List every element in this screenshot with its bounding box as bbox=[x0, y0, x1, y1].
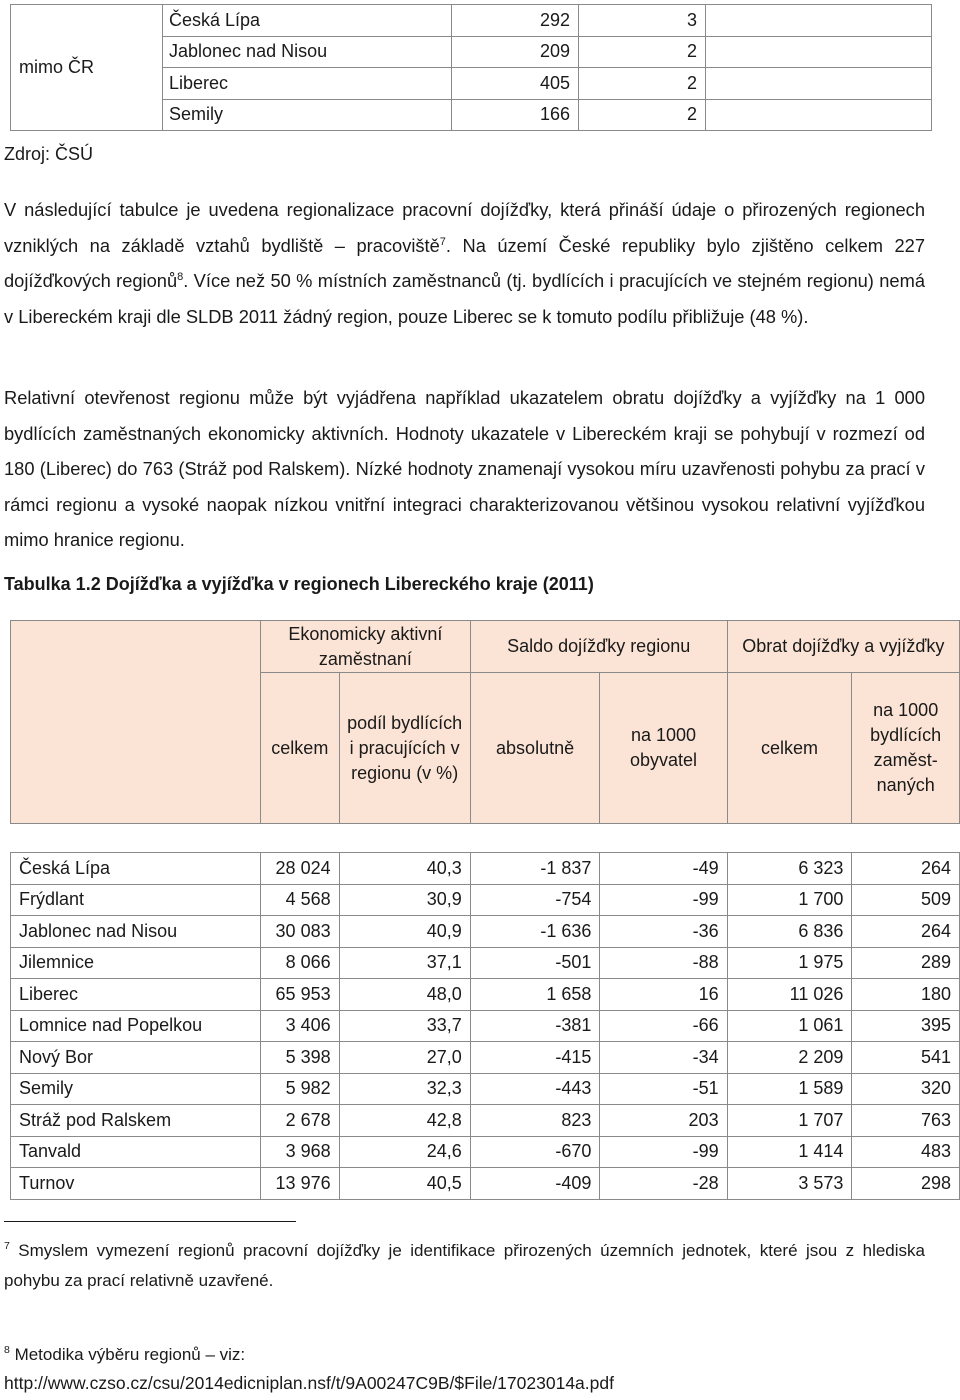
top-table-cell-name: Jablonec nad Nisou bbox=[163, 36, 452, 68]
value-cell-c1: 8 066 bbox=[261, 947, 340, 979]
paragraph-regionalization: V následující tabulce je uvedena regionalizace pracovní dojížďky, která přináší údaje o přirozených regionech vzniklých na základě vztahů bydliště – pracoviště$^7$. Na území České republiky bylo zjištěno celkem 227 dojížďkových regionů$^8$. Více než 50 % místních zaměstnanců (tj. bydlících i pracujících ve stejném regionu) nemá v Libereckém kraji dle SLDB 2011 žádný region, pouze Liberec se k tomuto podílu přibližuje (48 %). bbox=[4, 199, 925, 327]
footnote-8: $^8$ Metodika výběru regionů – viz: bbox=[4, 1344, 246, 1364]
value-cell-c3: 1 658 bbox=[470, 979, 600, 1011]
value-cell-c4: -49 bbox=[600, 853, 727, 885]
value-cell-c5: 1 975 bbox=[727, 947, 852, 979]
table-row bbox=[11, 1042, 960, 1074]
table-caption: Tabulka 1.2 Dojížďka a vyjížďka v regionech Libereckého kraje (2011) bbox=[4, 574, 594, 594]
value-cell-c4: -28 bbox=[600, 1168, 727, 1200]
top-partial-table bbox=[10, 4, 932, 131]
value-cell-c3: -409 bbox=[470, 1168, 600, 1200]
value-cell-c6: 483 bbox=[852, 1136, 960, 1168]
value-cell-c2: 42,8 bbox=[339, 1105, 470, 1137]
value-cell-c5: 2 209 bbox=[727, 1042, 852, 1074]
value-cell-c2: 30,9 bbox=[339, 884, 470, 916]
source-note: Zdroj: ČSÚ bbox=[4, 144, 94, 164]
value-cell-c5: 1 700 bbox=[727, 884, 852, 916]
value-cell-c1: 28 024 bbox=[261, 853, 340, 885]
subheader-employed-total: celkem bbox=[261, 673, 340, 824]
table-row bbox=[11, 853, 960, 885]
region-name-cell: Jablonec nad Nisou bbox=[11, 916, 261, 948]
table-row bbox=[11, 1136, 960, 1168]
value-cell-c1: 30 083 bbox=[261, 916, 340, 948]
value-cell-c2: 37,1 bbox=[339, 947, 470, 979]
value-cell-c2: 24,6 bbox=[339, 1136, 470, 1168]
value-cell-c3: -381 bbox=[470, 1010, 600, 1042]
value-cell-c1: 65 953 bbox=[261, 979, 340, 1011]
region-name-cell: Tanvald bbox=[11, 1136, 261, 1168]
region-name-cell: Stráž pod Ralskem bbox=[11, 1105, 261, 1137]
table-row bbox=[11, 884, 960, 916]
region-name-cell: Nový Bor bbox=[11, 1042, 261, 1074]
top-table-cell-empty bbox=[706, 36, 932, 68]
value-cell-c3: 823 bbox=[470, 1105, 600, 1137]
top-table-cell-b: 3 bbox=[579, 5, 706, 37]
top-table-cell-a: 209 bbox=[452, 36, 579, 68]
table-row bbox=[11, 1073, 960, 1105]
value-cell-c5: 1 707 bbox=[727, 1105, 852, 1137]
region-name-cell: Jilemnice bbox=[11, 947, 261, 979]
value-cell-c3: -670 bbox=[470, 1136, 600, 1168]
value-cell-c3: -1 837 bbox=[470, 853, 600, 885]
top-table-cell-a: 292 bbox=[452, 5, 579, 37]
region-name-cell: Lomnice nad Popelkou bbox=[11, 1010, 261, 1042]
top-table-cell-name: Česká Lípa bbox=[163, 5, 452, 37]
commuting-table bbox=[10, 620, 960, 1200]
value-cell-c5: 11 026 bbox=[727, 979, 852, 1011]
value-cell-c2: 48,0 bbox=[339, 979, 470, 1011]
value-cell-c3: -443 bbox=[470, 1073, 600, 1105]
top-table-cell-name: Liberec bbox=[163, 68, 452, 100]
value-cell-c4: -88 bbox=[600, 947, 727, 979]
value-cell-c6: 541 bbox=[852, 1042, 960, 1074]
value-cell-c5: 1 589 bbox=[727, 1073, 852, 1105]
value-cell-c6: 289 bbox=[852, 947, 960, 979]
paragraph-openness: Relativní otevřenost regionu může být vyjádřena například ukazatelem obratu dojížďky a vyjížďky na 1 000 bydlících zaměstnaných ekonomicky aktivních. Hodnoty ukazatele v Libereckém kraji se pohybují v rozmezí od 180 (Liberec) do 763 (Stráž pod Ralskem). Nízké hodnoty znamenají vysokou míru uzavřenosti pohybu za prací v rámci regionu a vysoké naopak nízkou vnitřní integraci charakterizovanou většinou vysokou relativní vyjížďkou mimo hranice regionu. bbox=[4, 387, 925, 550]
region-name-cell: Frýdlant bbox=[11, 884, 261, 916]
value-cell-c6: 180 bbox=[852, 979, 960, 1011]
subheader-employed-share: podíl bydlících i pracujících v regionu (v %) bbox=[339, 673, 470, 824]
footnote-ref-7[interactable]: 7 bbox=[439, 235, 446, 248]
region-name-cell: Turnov bbox=[11, 1168, 261, 1200]
value-cell-c2: 27,0 bbox=[339, 1042, 470, 1074]
value-cell-c2: 33,7 bbox=[339, 1010, 470, 1042]
value-cell-c4: -66 bbox=[600, 1010, 727, 1042]
header-gap bbox=[11, 824, 960, 853]
top-table-cell-b: 2 bbox=[579, 36, 706, 68]
value-cell-c4: -99 bbox=[600, 1136, 727, 1168]
top-table-cell-a: 166 bbox=[452, 99, 579, 131]
value-cell-c2: 32,3 bbox=[339, 1073, 470, 1105]
value-cell-c6: 395 bbox=[852, 1010, 960, 1042]
header-corner bbox=[11, 621, 261, 824]
header-employed: Ekonomicky aktivní zaměstnaní bbox=[261, 621, 471, 673]
table-row bbox=[11, 1010, 960, 1042]
value-cell-c1: 4 568 bbox=[261, 884, 340, 916]
value-cell-c4: -34 bbox=[600, 1042, 727, 1074]
top-table-cell-empty bbox=[706, 68, 932, 100]
methodology-link[interactable]: http://www.czso.cz/csu/2014edicniplan.nsf/t/9A00247C9B/$File/17023014a.pdf bbox=[4, 1373, 614, 1393]
table-row bbox=[11, 1105, 960, 1137]
subheader-turnover-per1000: na 1000 bydlících zaměst-naných bbox=[852, 673, 960, 824]
value-cell-c1: 3 406 bbox=[261, 1010, 340, 1042]
header-balance: Saldo dojížďky regionu bbox=[470, 621, 727, 673]
value-cell-c4: -51 bbox=[600, 1073, 727, 1105]
value-cell-c6: 320 bbox=[852, 1073, 960, 1105]
value-cell-c6: 763 bbox=[852, 1105, 960, 1137]
table-row bbox=[11, 1168, 960, 1200]
footnote-separator bbox=[4, 1221, 296, 1222]
footnote-7: $^7$ Smyslem vymezení regionů pracovní dojížďky je identifikace přirozených územních jednotek, které jsou z hlediska pohybu za prací relativně uzavřené. bbox=[4, 1240, 925, 1290]
top-table-cell-empty bbox=[706, 99, 932, 131]
value-cell-c4: -99 bbox=[600, 884, 727, 916]
header-turnover: Obrat dojížďky a vyjížďky bbox=[727, 621, 959, 673]
table-row bbox=[11, 916, 960, 948]
value-cell-c4: 203 bbox=[600, 1105, 727, 1137]
value-cell-c5: 6 323 bbox=[727, 853, 852, 885]
value-cell-c3: -415 bbox=[470, 1042, 600, 1074]
value-cell-c6: 264 bbox=[852, 853, 960, 885]
value-cell-c4: -36 bbox=[600, 916, 727, 948]
region-name-cell: Semily bbox=[11, 1073, 261, 1105]
region-group-label: mimo ČR bbox=[11, 5, 163, 131]
value-cell-c3: -501 bbox=[470, 947, 600, 979]
value-cell-c1: 13 976 bbox=[261, 1168, 340, 1200]
top-table-cell-b: 2 bbox=[579, 68, 706, 100]
value-cell-c2: 40,9 bbox=[339, 916, 470, 948]
value-cell-c6: 509 bbox=[852, 884, 960, 916]
value-cell-c1: 5 982 bbox=[261, 1073, 340, 1105]
value-cell-c3: -754 bbox=[470, 884, 600, 916]
subheader-turnover-total: celkem bbox=[727, 673, 852, 824]
top-table-cell-empty bbox=[706, 5, 932, 37]
region-name-cell: Liberec bbox=[11, 979, 261, 1011]
top-table-cell-name: Semily bbox=[163, 99, 452, 131]
value-cell-c5: 6 836 bbox=[727, 916, 852, 948]
subheader-balance-per1000: na 1000 obyvatel bbox=[600, 673, 727, 824]
value-cell-c2: 40,5 bbox=[339, 1168, 470, 1200]
region-name-cell: Česká Lípa bbox=[11, 853, 261, 885]
value-cell-c1: 3 968 bbox=[261, 1136, 340, 1168]
value-cell-c5: 1 414 bbox=[727, 1136, 852, 1168]
value-cell-c6: 264 bbox=[852, 916, 960, 948]
value-cell-c5: 3 573 bbox=[727, 1168, 852, 1200]
value-cell-c2: 40,3 bbox=[339, 853, 470, 885]
value-cell-c6: 298 bbox=[852, 1168, 960, 1200]
subheader-balance-abs: absolutně bbox=[470, 673, 600, 824]
top-table-cell-b: 2 bbox=[579, 99, 706, 131]
footnote-ref-8[interactable]: 8 bbox=[177, 271, 184, 283]
value-cell-c1: 2 678 bbox=[261, 1105, 340, 1137]
table-row bbox=[11, 979, 960, 1011]
top-table-cell-a: 405 bbox=[452, 68, 579, 100]
value-cell-c5: 1 061 bbox=[727, 1010, 852, 1042]
value-cell-c1: 5 398 bbox=[261, 1042, 340, 1074]
top-table-row bbox=[11, 5, 932, 37]
table-row bbox=[11, 947, 960, 979]
value-cell-c4: 16 bbox=[600, 979, 727, 1011]
value-cell-c3: -1 636 bbox=[470, 916, 600, 948]
